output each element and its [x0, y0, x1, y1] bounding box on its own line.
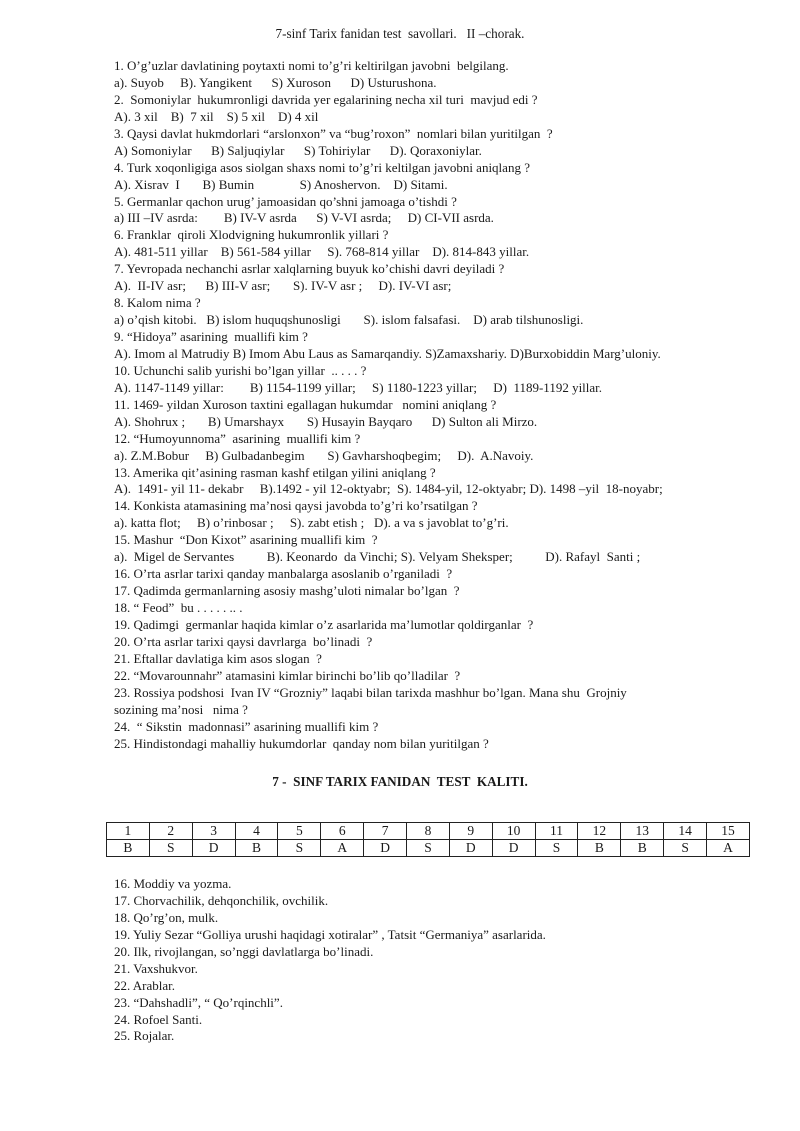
question-line: 2. Somoniylar hukumronligi davrida yer egalarining necha xil turi mavjud edi ? [114, 91, 538, 107]
page-title: 7-sinf Tarix fanidan test savollari. II –chorak. [275, 26, 525, 41]
questions-list [114, 58, 774, 752]
question-line: 3. Qaysi davlat hukmdorlari “arslonxon” va “bug’roxon” nomlari bilan yuritilgan ? [114, 125, 553, 141]
key-number-cell: 13 [621, 823, 664, 840]
question-line: a). Z.M.Bobur B) Gulbadanbegim S) Gavharshoqbegim; D). A.Navoiy. [114, 447, 534, 463]
question-line: A). 3 xil B) 7 xil S) 5 xil D) 4 xil [114, 108, 319, 124]
question-line: a). katta flot; B) o’rinbosar ; S). zabt etish ; D). a va s javoblat to’g’ri. [114, 515, 509, 531]
key-number-cell: 3 [192, 823, 235, 840]
answer-line: 22. Arablar. [114, 977, 176, 993]
question-line: A) Somoniylar B) Saljuqiylar S) Tohiriylar D). Qoraxoniylar. [114, 142, 482, 158]
question-line: a). Suyob B). Yangikent S) Xuroson D) Usturushona. [114, 74, 437, 90]
key-number-cell: 10 [492, 823, 535, 840]
question-line: 10. Uchunchi salib yurishi bo’lgan yillar .. . . . ? [114, 362, 367, 378]
question-line: 6. Franklar qiroli Xlodvigning hukumronlik yillari ? [114, 227, 389, 243]
key-answer-cell: B [621, 840, 664, 857]
question-line: 24. “ Sikstin madonnasi” asarining muallifi kim ? [114, 718, 379, 734]
key-answer-cell: B [107, 840, 150, 857]
key-number-cell: 6 [321, 823, 364, 840]
question-line: A). Imom al Matrudiy B) Imom Abu Laus as Samarqandiy. S)Zamaxshariy. D)Burxobiddin Marg’uloniy. [114, 345, 661, 361]
question-line: A). II-IV asr; B) III-V asr; S). IV-V asr ; D). IV-VI asr; [114, 278, 452, 294]
question-line: 25. Hindistondagi mahalliy hukumdorlar qanday nom bilan yuritilgan ? [114, 735, 489, 751]
question-line: 21. Eftallar davlatiga kim asos slogan ? [114, 650, 322, 666]
question-line: A). 481-511 yillar B) 561-584 yillar S). 768-814 yillar D). 814-843 yillar. [114, 244, 530, 260]
answer-line: 25. Rojalar. [114, 1028, 175, 1044]
question-line: 22. “Movarounnahr” atamasini kimlar birinchi bo’lib qo’lladilar ? [114, 667, 461, 683]
key-answer-cell: D [364, 840, 407, 857]
key-number-cell: 1 [107, 823, 150, 840]
answer-line: 23. “Dahshadli”, “ Qo’rqinchli”. [114, 994, 283, 1010]
written-answers-list [114, 876, 774, 1045]
answer-key-table [106, 822, 750, 857]
key-answer-cell: D [492, 840, 535, 857]
question-line: 1. O’g’uzlar davlatining poytaxti nomi to’g’ri keltirilgan javobni belgilang. [114, 58, 509, 73]
question-line: 9. “Hidoya” asarining muallifi kim ? [114, 329, 308, 344]
answer-line: 16. Moddiy va yozma. [114, 876, 232, 891]
question-line: 5. Germanlar qachon urug’ jamoasidan qo’shni jamoaga o’tishdi ? [114, 193, 457, 209]
question-line: 16. O’rta asrlar tarixi qanday manbalarga asoslanib o’rganiladi ? [114, 566, 453, 582]
question-line: 17. Qadimda germanlarning asosiy mashg’uloti nimalar bo’lgan ? [114, 583, 460, 599]
key-number-cell: 7 [364, 823, 407, 840]
question-line: a). Migel de Servantes B). Keonardo da Vinchi; S). Velyam Sheksper; D). Rafayl Santi ; [114, 549, 641, 565]
question-line: A). 1147-1149 yillar: B) 1154-1199 yillar; S) 1180-1223 yillar; D) 1189-1192 yillar. [114, 379, 603, 395]
key-number-cell: 11 [535, 823, 578, 840]
key-answer-cell: D [449, 840, 492, 857]
question-line: 8. Kalom nima ? [114, 295, 201, 311]
answer-line: 20. Ilk, rivojlangan, so’nggi davlatlarga bo’linadi. [114, 943, 374, 959]
answer-line: 19. Yuliy Sezar “Golliya urushi haqidagi xotiralar” , Tatsit “Germaniya” asarlarida. [114, 926, 546, 942]
key-answer-cell: S [535, 840, 578, 857]
question-line: 11. 1469- yildan Xuroson taxtini egallagan hukumdar nomini aniqlang ? [114, 396, 497, 412]
question-line: a) III –IV asrda: B) IV-V asrda S) V-VI asrda; D) CI-VII asrda. [114, 210, 494, 226]
key-answer-cell: B [235, 840, 278, 857]
key-answer-cell: S [278, 840, 321, 857]
key-answer-cell: A [321, 840, 364, 857]
question-line: 14. Konkista atamasining ma’nosi qaysi javobda to’g’ri ko’rsatilgan ? [114, 498, 478, 514]
key-answer-cell: D [192, 840, 235, 857]
key-answer-cell: S [407, 840, 450, 857]
question-line: 20. O’rta asrlar tarixi qaysi davrlarga bo’linadi ? [114, 633, 373, 649]
question-line: 19. Qadimgi germanlar haqida kimlar o’z asarlarida ma’lumotlar qoldirganlar ? [114, 616, 534, 632]
question-line: 12. “Humoyunnoma” asarining muallifi kim ? [114, 430, 361, 446]
question-line: A). Shohrux ; B) Umarshayx S) Husayin Bayqaro D) Sulton ali Mirzo. [114, 413, 538, 429]
key-number-cell: 2 [149, 823, 192, 840]
key-answer-cell: A [707, 840, 750, 857]
answer-key-title: 7 - SINF TARIX FANIDAN TEST KALITI. [272, 774, 528, 789]
answer-key-number-row [107, 823, 750, 840]
key-number-cell: 4 [235, 823, 278, 840]
question-line: A). 1491- yil 11- dekabr B).1492 - yil 12-oktyabr; S). 1484-yil, 12-oktyabr; D). 1498 –yil 18-noyabr; [114, 481, 663, 497]
answer-line: 18. Qo’rg’on, mulk. [114, 909, 219, 925]
question-line: 23. Rossiya podshosi Ivan IV “Grozniy” laqabi bilan tarixda mashhur bo’lgan. Mana shu Grojniy [114, 684, 627, 700]
question-line: 13. Amerika qit’asining rasman kashf etilgan yilini aniqlang ? [114, 464, 436, 480]
question-line: 4. Turk xoqonligiga asos siolgan shaxs nomi to’g’ri keltilgan javobni aniqlang ? [114, 159, 530, 175]
answer-line: 17. Chorvachilik, dehqonchilik, ovchilik. [114, 892, 329, 908]
key-number-cell: 15 [707, 823, 750, 840]
key-number-cell: 14 [664, 823, 707, 840]
key-number-cell: 8 [407, 823, 450, 840]
key-answer-cell: S [664, 840, 707, 857]
key-answer-cell: B [578, 840, 621, 857]
question-line: 18. “ Feod” bu . . . . . .. . [114, 600, 243, 615]
question-line: sozining ma’nosi nima ? [114, 701, 248, 717]
key-number-cell: 9 [449, 823, 492, 840]
question-line: A). Xisrav I B) Bumin S) Anoshervon. D) Sitami. [114, 176, 448, 192]
answer-key-answer-row [107, 840, 750, 857]
question-line: a) o’qish kitobi. B) islom huquqshunosligi S). islom falsafasi. D) arab tilshunosligi. [114, 312, 584, 328]
answer-line: 24. Rofoel Santi. [114, 1011, 203, 1027]
key-answer-cell: S [149, 840, 192, 857]
question-line: 15. Mashur “Don Kixot” asarining muallifi kim ? [114, 532, 378, 548]
key-number-cell: 5 [278, 823, 321, 840]
key-number-cell: 12 [578, 823, 621, 840]
question-line: 7. Yevropada nechanchi asrlar xalqlarning buyuk ko’chishi davri deyiladi ? [114, 261, 505, 277]
answer-line: 21. Vaxshukvor. [114, 960, 198, 976]
